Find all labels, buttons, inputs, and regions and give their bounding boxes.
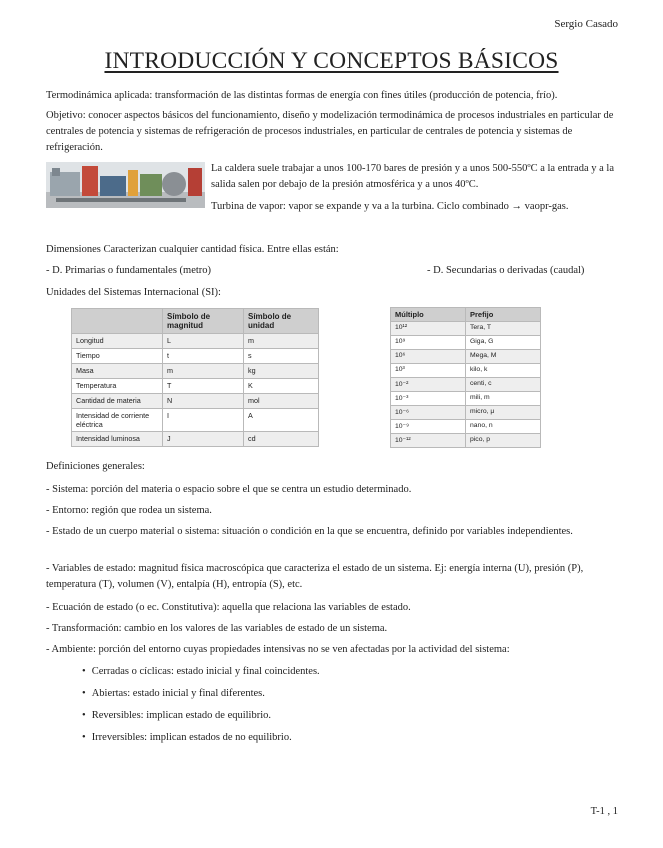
table-row: Intensidad luminosa J cd bbox=[72, 432, 319, 447]
list-item: • Cerradas o cíclicas: estado inicial y final coincidentes. bbox=[82, 664, 320, 686]
table-row: 10³ kilo, k bbox=[391, 364, 541, 378]
transformation-types-list bbox=[82, 664, 320, 752]
table-row: Tiempo t s bbox=[72, 349, 319, 364]
definition-item: - Ambiente: porción del entorno cuyas propiedades intensivas no se ven afectadas por la actividad del sistema: bbox=[46, 644, 510, 655]
turbine-description: Turbina de vapor: vapor se expande y va a la turbina. Ciclo combinado → vaopr-gas. bbox=[211, 201, 569, 212]
primary-dimensions: - D. Primarias o fundamentales (metro) bbox=[46, 265, 212, 276]
secondary-dimensions: - D. Secundarias o derivadas (caudal) bbox=[427, 265, 585, 276]
author-name: Sergio Casado bbox=[554, 18, 618, 30]
definition-item: - Variables de estado: magnitud física macroscópica que caracteriza el estado de un sistema. Ej: energía interna (U), presión (P), temperatura (T), volumen (V), entalpía (H), entropía (S), etc. bbox=[46, 563, 584, 590]
table-row: Longitud L m bbox=[72, 334, 319, 349]
definition-item: - Ecuación de estado (o ec. Constitutiva): aquella que relaciona las variables de estado. bbox=[46, 602, 411, 613]
units-col-header: Símbolo de unidad bbox=[244, 309, 319, 334]
table-row: Cantidad de materia N mol bbox=[72, 394, 319, 409]
table-row: Temperatura T K bbox=[72, 379, 319, 394]
definition-item: - Entorno: región que rodea un sistema. bbox=[46, 505, 212, 516]
definition-item: - Sistema: porción del materia o espacio sobre el que se centra un estudio determinado. bbox=[46, 484, 412, 495]
intro-paragraph-1: Termodinámica aplicada: transformación de las distintas formas de energía con fines útiles (producción de potencia, frío). bbox=[46, 90, 558, 101]
definition-item: - Transformación: cambio en los valores de las variables de estado de un sistema. bbox=[46, 623, 388, 634]
dimensions-intro: Dimensiones Caracterizan cualquier cantidad física. Entre ellas están: bbox=[46, 244, 339, 255]
definition-item: - Estado de un cuerpo material o sistema: situación o condición en la que se encuentra, definido por variables independientes. bbox=[46, 526, 573, 537]
si-units-heading: Unidades del Sistemas Internacional (SI): bbox=[46, 287, 221, 298]
page-number: T-1 , 1 bbox=[590, 806, 618, 817]
table-row: 10⁻² centi, c bbox=[391, 378, 541, 392]
power-plant-image bbox=[46, 162, 205, 208]
definitions-heading: Definiciones generales: bbox=[46, 461, 145, 472]
page-title: INTRODUCCIÓN Y CONCEPTOS BÁSICOS bbox=[104, 48, 559, 74]
table-row: 10⁹ Giga, G bbox=[391, 336, 541, 350]
list-item: • Abiertas: estado inicial y final diferentes. bbox=[82, 686, 320, 708]
list-item: • Reversibles: implican estado de equilibrio. bbox=[82, 708, 320, 730]
si-prefixes-table bbox=[390, 307, 541, 448]
table-row: Masa m kg bbox=[72, 364, 319, 379]
table-row: 10⁻³ mili, m bbox=[391, 392, 541, 406]
units-col-header: Símbolo de magnitud bbox=[163, 309, 244, 334]
intro-paragraph-objective: Objetivo: conocer aspectos básicos del funcionamiento, diseño y modelización termodinámica de procesos industriales en particular de centrales de potencia y sistemas de refrigeración de procesos industriales, en particular de centrales de potencia y sistemas de refrigeración. bbox=[46, 110, 614, 153]
si-units-table bbox=[71, 308, 319, 447]
table-row: 10⁻¹² pico, p bbox=[391, 434, 541, 448]
units-col-header bbox=[72, 309, 163, 334]
table-row: Intensidad de corriente eléctrica I A bbox=[72, 409, 319, 432]
table-row: 10⁻⁹ nano, n bbox=[391, 420, 541, 434]
list-item: • Irreversibles: implican estados de no equilibrio. bbox=[82, 730, 320, 752]
table-row: 10⁻⁶ micro, μ bbox=[391, 406, 541, 420]
table-row: 10¹² Tera, T bbox=[391, 322, 541, 336]
prefix-col-header: Prefijo bbox=[466, 308, 541, 322]
boiler-description: La caldera suele trabajar a unos 100-170 bares de presión y a unos 500-550ºC a la entrada y a la salida salen por debajo de la presión atmosférica y a unos 40ºC. bbox=[211, 163, 614, 190]
table-row: 10⁶ Mega, M bbox=[391, 350, 541, 364]
prefix-col-header: Múltiplo bbox=[391, 308, 466, 322]
